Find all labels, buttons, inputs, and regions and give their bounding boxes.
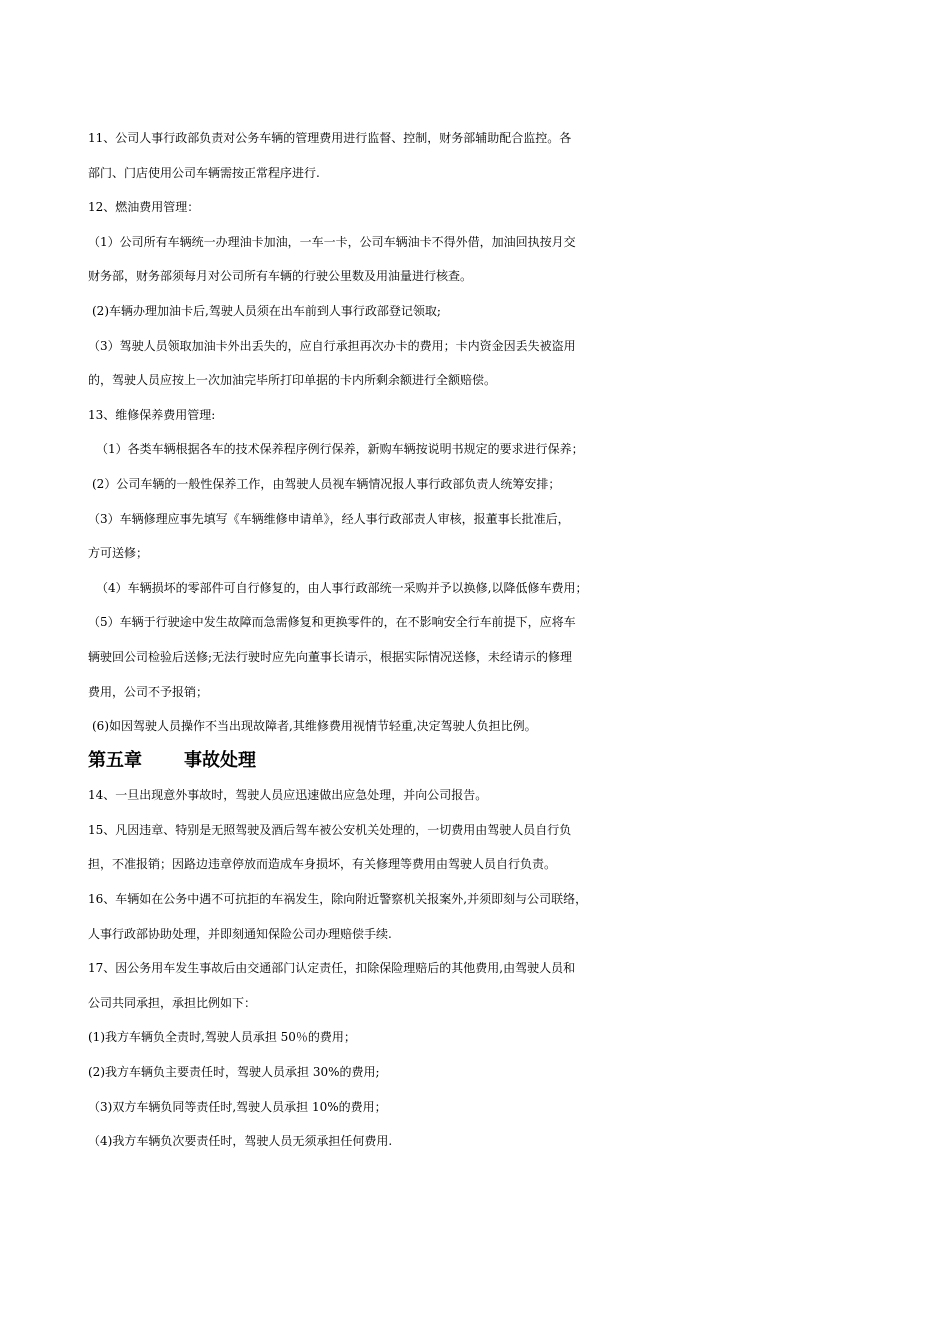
chapter-number: 第五章 xyxy=(88,749,142,771)
text-line: 17、因公务用车发生事故后由交通部门认定责任，扣除保险理赔后的其他费用,由驾驶人员和 xyxy=(88,961,576,976)
text-line: 11、公司人事行政部负责对公务车辆的管理费用进行监督、控制，财务部辅助配合监控。各 xyxy=(88,131,572,145)
chapter-title: 事故处理 xyxy=(184,749,256,771)
text-line: 担，不准报销；因路边违章停放而造成车身损坏，有关修理等费用由驾驶人员自行负责。 xyxy=(88,857,557,872)
text-line: 辆驶回公司检验后送修;无法行驶时应先向董事长请示，根据实际情况送修，未经请示的修理 xyxy=(88,649,573,664)
text-line: （1）各类车辆根据各车的技术保养程序例行保养，新购车辆按说明书规定的要求进行保养； xyxy=(96,442,584,457)
text-line: 人事行政部协助处理，并即刻通知保险公司办理赔偿手续. xyxy=(88,926,392,941)
text-line: （4）车辆损坏的零部件可自行修复的，由人事行政部统一采购并予以换修,以降低修车费用； xyxy=(96,580,588,595)
text-line: 的，驾驶人员应按上一次加油完毕所打印单据的卡内所剩余额进行全额赔偿。 xyxy=(88,373,497,388)
chapter-heading xyxy=(88,744,868,779)
text-line: （3)双方车辆负同等责任时,驾驶人员承担 10%的费用； xyxy=(88,1099,387,1114)
text-line: 16、车辆如在公务中遇不可抗拒的车祸发生，除向附近警察机关报案外,并须即刻与公司联络， xyxy=(88,892,588,907)
text-line: （3）车辆修理应事先填写《车辆维修申请单》，经人事行政部责人审核，报董事长批准后， xyxy=(88,511,570,526)
text-line: (1)我方车辆负全责时,驾驶人员承担 50％的费用； xyxy=(88,1030,356,1045)
text-line: (6)如因驾驶人员操作不当出现故障者,其维修费用视情节轻重,决定驾驶人负担比例。 xyxy=(92,719,537,734)
text-line: （1）公司所有车辆统一办理油卡加油，一车一卡，公司车辆油卡不得外借，加油回执按月交 xyxy=(88,234,576,249)
text-line: （3）驾驶人员领取加油卡外出丢失的，应自行承担再次办卡的费用；卡内资金因丢失被盗用 xyxy=(88,338,576,353)
text-line: 部门、门店使用公司车辆需按正常程序进行. xyxy=(88,165,320,180)
text-line: 13、维修保养费用管理: xyxy=(88,407,216,422)
text-line: 方可送修； xyxy=(88,546,149,561)
text-line: 14、一旦出现意外事故时，驾驶人员应迅速做出应急处理，并向公司报告。 xyxy=(88,788,488,803)
text-line: 15、凡因违章、特别是无照驾驶及酒后驾车被公安机关处理的，一切费用由驾驶人员自行负 xyxy=(88,822,572,837)
text-line: （4)我方车辆负次要责任时，驾驶人员无须承担任何费用. xyxy=(88,1134,393,1149)
document-page xyxy=(88,121,868,1159)
text-line: 财务部，财务部须每月对公司所有车辆的行驶公里数及用油量进行核查。 xyxy=(88,269,473,284)
text-line: 12、燃油费用管理： xyxy=(88,200,200,215)
text-line: 公司共同承担，承担比例如下： xyxy=(88,995,257,1010)
text-line: (2)车辆办理加油卡后,驾驶人员须在出车前到人事行政部登记领取; xyxy=(92,303,441,318)
text-line: （5）车辆于行驶途中发生故障而急需修复和更换零件的，在不影响安全行车前提下，应将车 xyxy=(88,615,576,630)
text-line: (2)我方车辆负主要责任时，驾驶人员承担 30%的费用; xyxy=(88,1065,380,1080)
text-line: 费用，公司不予报销； xyxy=(88,684,209,699)
text-line: (2）公司车辆的一般性保养工作，由驾驶人员视车辆情况报人事行政部负责人统筹安排； xyxy=(92,476,561,491)
